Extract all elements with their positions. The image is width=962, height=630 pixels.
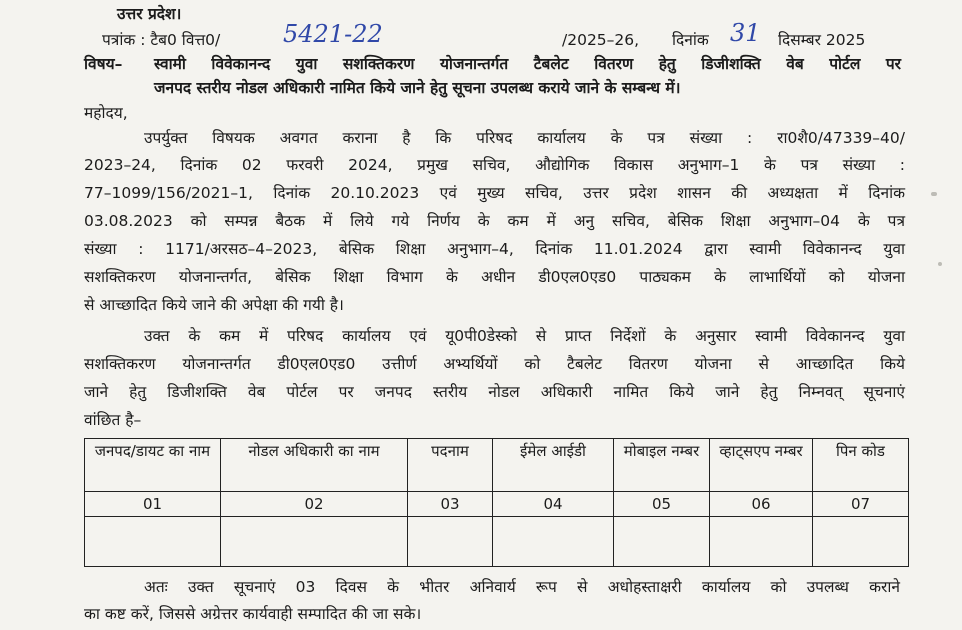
empty-cell xyxy=(85,517,221,567)
subject-line-2: जनपद स्तरीय नोडल अधिकारी नामित किये जाने हेतु सूचना उपलब्ध कराये जाने के सम्बन्ध में। xyxy=(154,79,681,97)
closing-line-1: अतः उक्त सूचनाएं 03 दिवस के भीतर अनिवार्य रूप से अधोहस्ताक्षरी कार्यालय को उपलब्ध कराने xyxy=(144,578,900,596)
salutation: महोदय, xyxy=(84,104,128,122)
empty-cell xyxy=(221,517,408,567)
para1-line: से आच्छादित किये जाने की अपेक्षा की गयी है। xyxy=(84,296,344,314)
empty-cell xyxy=(813,517,909,567)
column-header: मोबाइल नम्बर xyxy=(614,439,710,492)
subject-line-1: स्वामी विवेकानन्द युवा सशक्तिकरण योजनान्तर्गत टैबलेट वितरण हेतु डिजीशक्ति वेब पोर्टल पर xyxy=(154,55,901,73)
state-heading: उत्तर प्रदेश। xyxy=(117,5,182,23)
nodal-officer-table xyxy=(84,438,909,567)
empty-cell xyxy=(710,517,813,567)
reference-suffix: /2025–26, xyxy=(562,31,640,49)
para2-line: वांछित है– xyxy=(84,411,142,429)
date-month-year: दिसम्बर 2025 xyxy=(778,31,866,49)
para2-line: जाने हेतु डिजीशक्ति वेब पोर्टल पर जनपद स्तरीय नोडल अधिकारी नामित किये जाने हेतु निम्नवत् सूचनाएं xyxy=(84,383,905,401)
scan-speck xyxy=(938,262,942,266)
column-number: 05 xyxy=(614,492,710,517)
handwritten-date-day: 31 xyxy=(730,19,761,47)
column-header: पदनाम xyxy=(408,439,493,492)
column-header: ईमेल आईडी xyxy=(493,439,614,492)
column-header: व्हाट्सएप नम्बर xyxy=(710,439,813,492)
column-number: 02 xyxy=(221,492,408,517)
column-number: 04 xyxy=(493,492,614,517)
empty-cell xyxy=(408,517,493,567)
para1-line: संख्या : 1171/अरसठ–4–2023, बेसिक शिक्षा अनुभाग–4, दिनांक 11.01.2024 द्वारा स्वामी विवेकानन्द युवा xyxy=(84,240,905,258)
para1-line: 2023–24, दिनांक 02 फरवरी 2024, प्रमुख सचिव, औद्योगिक विकास अनुभाग–1 के पत्र संख्या : xyxy=(84,156,905,174)
column-header: जनपद/डायट का नाम xyxy=(85,439,221,492)
subject-label: विषय– xyxy=(84,55,123,73)
handwritten-reference-number: 5421-22 xyxy=(283,20,383,48)
empty-cell xyxy=(614,517,710,567)
column-number: 06 xyxy=(710,492,813,517)
date-label: दिनांक xyxy=(672,31,709,49)
reference-prefix: पत्रांक : टैब0 वित्त0/ xyxy=(102,31,221,49)
para1-line: सशक्तिकरण योजनान्तर्गत, बेसिक शिक्षा विभाग के अधीन डी0एल0एड0 पाठ्यकम के लाभार्थियों को योजना xyxy=(84,268,905,286)
para1-line: 03.08.2023 को सम्पन्न बैठक में लिये गये निर्णय के कम में अनु सचिव, बेसिक शिक्षा अनुभाग–04 के पत्र xyxy=(84,212,905,230)
column-header: नोडल अधिकारी का नाम xyxy=(221,439,408,492)
column-number: 07 xyxy=(813,492,909,517)
para2-line: सशक्तिकरण योजनान्तर्गत डी0एल0एड0 उत्तीर्ण अभ्यर्थियों को टैबलेट वितरण योजना से आच्छादित किये xyxy=(84,355,905,373)
scan-speck xyxy=(931,192,937,196)
column-number: 01 xyxy=(85,492,221,517)
column-number: 03 xyxy=(408,492,493,517)
closing-line-2: का कष्ट करें, जिससे अग्रेत्तर कार्यवाही सम्पादित की जा सके। xyxy=(84,605,422,623)
column-header: पिन कोड xyxy=(813,439,909,492)
para2-line: उक्त के कम में परिषद कार्यालय एवं यू0पी0डेस्को से प्राप्त निर्देशों के अनुसार स्वामी विवेकानन्द युवा xyxy=(144,327,905,345)
para1-line: 77–1099/156/2021–1, दिनांक 20.10.2023 एवं मुख्य सचिव, उत्तर प्रदेश शासन की अध्यक्षता में दिनांक xyxy=(84,184,905,202)
empty-cell xyxy=(493,517,614,567)
para1-line: उपर्युक्त विषयक अवगत कराना है कि परिषद कार्यालय के पत्र संख्या : रा0शै0/47339–40/ xyxy=(144,129,905,147)
